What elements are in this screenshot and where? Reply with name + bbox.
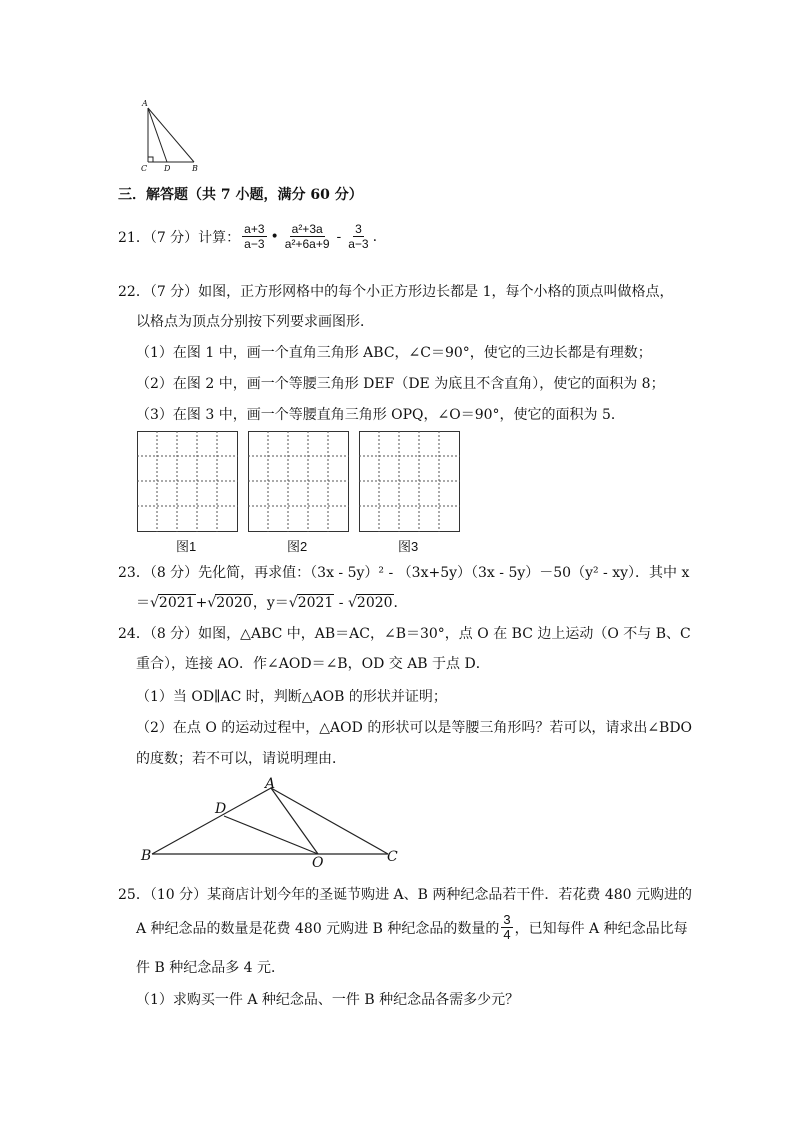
q21-frac1-den: a−3 xyxy=(244,237,265,251)
q25-frac-num: 3 xyxy=(503,912,511,927)
q24-label-o: O xyxy=(312,855,324,871)
section-title: 三．解答题（共 7 小题，满分 60 分） xyxy=(118,187,363,203)
q22-line1: 22．（7 分）如图，正方形网格中的每个小正方形边长都是 1，每个小格的顶点叫做格点， xyxy=(118,284,674,300)
q24-line2: 重合），连接 AO．作∠AOD＝∠B，OD 交 AB 于点 D． xyxy=(136,656,490,672)
q25-line1: 25．（10 分）某商店计划今年的圣诞节购进 A、B 两种纪念品若干件．若花费 480 元购进的 xyxy=(118,887,692,903)
q25-line2 xyxy=(136,913,688,942)
grid-figure-2 xyxy=(248,431,350,533)
q21-frac3-den: a−3 xyxy=(348,237,369,251)
q23-sqrt-sign-3: √ xyxy=(288,595,298,611)
q24-label-d: D xyxy=(215,801,227,817)
q25-line2b: ，已知每件 A 种纪念品比每 xyxy=(514,920,688,937)
top-label-d: D xyxy=(164,164,171,173)
q25-item1: （1）求购买一件 A 种纪念品、一件 B 种纪念品各需多少元？ xyxy=(136,992,520,1008)
q23-eq1: ＝ xyxy=(136,595,150,611)
q21-minus: - xyxy=(336,228,342,245)
top-label-b: B xyxy=(192,164,198,173)
q25-frac xyxy=(501,913,512,942)
q24-label-b: B xyxy=(141,848,152,864)
q23-line1: 23．（8 分）先化简，再求值：（3x - 5y）² - （3x+5y）（3x - 5y）－50（y² - xy）．其中 x xyxy=(118,565,690,581)
q25-line2a: A 种纪念品的数量是花费 480 元购进 B 种纪念品的数量的 xyxy=(136,920,500,937)
q21-frac1-num: a+3 xyxy=(244,222,265,236)
q23-y-part: ，y＝ xyxy=(252,595,289,611)
grid-figure-3 xyxy=(359,431,461,533)
q22-line2: 以格点为顶点分别按下列要求画图形． xyxy=(136,314,374,330)
grid-label-2: 图2 xyxy=(287,539,308,554)
q21-end: . xyxy=(372,228,378,245)
q25-line3: 件 B 种纪念品多 4 元． xyxy=(136,960,285,976)
top-label-c: C xyxy=(141,164,148,173)
q21-dot: • xyxy=(270,228,279,245)
q24-label-c: C xyxy=(387,849,398,865)
q23-r2: 2020 xyxy=(216,595,252,611)
q23-r3: 2021 xyxy=(297,595,334,611)
q21 xyxy=(118,222,377,251)
q21-frac3 xyxy=(346,222,370,251)
top-label-a: A xyxy=(142,99,148,108)
q24-item1: （1）当 OD∥AC 时，判断△AOB 的形状并证明； xyxy=(136,689,447,705)
q22-item1: （1）在图 1 中，画一个直角三角形 ABC，∠C＝90°，使它的三边长都是有理数； xyxy=(136,345,652,361)
q23-sqrt-sign-2: √ xyxy=(207,595,217,611)
q23-line2 xyxy=(136,592,408,612)
q22-item3: （3）在图 3 中，画一个等腰直角三角形 OPQ，∠O＝90°，使它的面积为 5． xyxy=(136,407,625,423)
grid-label-3: 图3 xyxy=(398,539,419,554)
q23-end: ． xyxy=(393,595,408,611)
grid-figure-1 xyxy=(137,431,239,533)
q25-frac-den: 4 xyxy=(503,927,511,942)
grid-label-1: 图1 xyxy=(176,539,197,554)
q21-frac2-den: a²+6a+9 xyxy=(284,237,330,251)
q23-r1: 2021 xyxy=(158,595,195,611)
q23-r4: 2020 xyxy=(356,595,393,611)
q23-sqrt-sign-1: √ xyxy=(150,595,159,611)
q21-frac2 xyxy=(283,222,332,251)
q23-plus: + xyxy=(195,595,208,611)
q21-prefix: 21．（7 分）计算： xyxy=(118,229,241,246)
q21-frac1 xyxy=(242,222,266,251)
q23-minus: - xyxy=(334,595,348,611)
q24-line1: 24．（8 分）如图，△ABC 中，AB＝AC，∠B＝30°，点 O 在 BC 边上运动（O 不与 B、C xyxy=(118,626,691,642)
q21-frac2-num: a²+3a xyxy=(291,222,323,236)
q22-item2: （2）在图 2 中，画一个等腰三角形 DEF（DE 为底且不含直角），使它的面积为 8； xyxy=(136,376,665,392)
q24-item2b: 的度数；若不可以，请说明理由． xyxy=(136,751,346,767)
q24-label-a: A xyxy=(265,776,276,792)
q21-frac3-num: 3 xyxy=(355,222,362,236)
q23-sqrt-sign-4: √ xyxy=(347,595,357,611)
q24-item2: （2）在点 O 的运动过程中，△AOD 的形状可以是等腰三角形吗？若可以，请求出∠BDO xyxy=(136,720,693,736)
